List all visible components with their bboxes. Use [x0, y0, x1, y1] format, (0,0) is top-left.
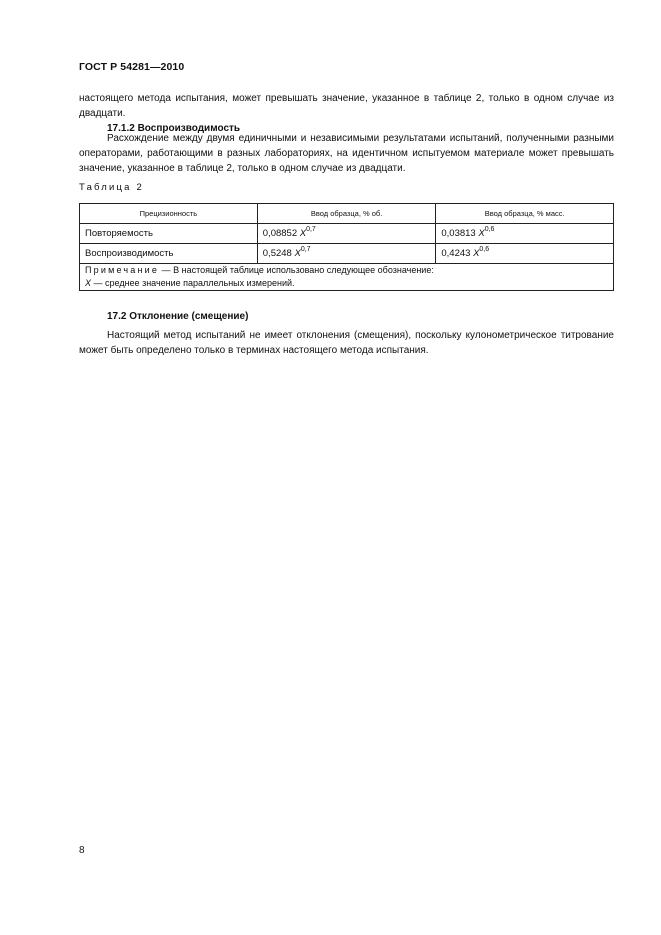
table-caption: Таблица 2: [79, 182, 144, 193]
row-label: Повторяемость: [80, 224, 258, 244]
value-volume: 0,5248 X$^{0,7}$: [257, 244, 436, 264]
value-volume: 0,08852 X$^{0,7}$: [257, 224, 436, 244]
note-label: Примечание: [85, 265, 160, 275]
continued-paragraph: настоящего метода испытания, может превышать значение, указанное в таблице 2, только в одном случае из двадцати.: [79, 93, 614, 119]
section-17-2-heading: 17.2 Отклонение (смещение): [107, 311, 249, 322]
table-note: Примечание — В настоящей таблице использовано следующее обозначение: X — среднее значение параллельных измерений.: [80, 264, 614, 291]
header-volume: Ввод образца, % об.: [257, 204, 436, 224]
value-mass: 0,03813 X$^{0,6}$: [436, 224, 614, 244]
table-note-row: [80, 264, 614, 291]
precision-table: [79, 203, 614, 291]
header-precision: Прецизионность: [80, 204, 258, 224]
note-symbol: X: [85, 278, 92, 288]
section-17-1-2-heading: 17.1.2 Воспроизводимость: [107, 123, 241, 134]
document-header: ГОСТ Р 54281—2010: [79, 61, 185, 73]
table-row-repeatability: [80, 224, 614, 244]
header-mass: Ввод образца, % масс.: [436, 204, 614, 224]
page-number: 8: [79, 845, 85, 856]
row-label: Воспроизводимость: [80, 244, 258, 264]
section-17-2-text: Настоящий метод испытаний не имеет отклонения (смещения), поскольку кулонометрическое титрование может быть определено только в терминах настоящего метода испытания.: [79, 330, 614, 356]
value-mass: 0,4243 X$^{0,6}$: [436, 244, 614, 264]
table-row-reproducibility: [80, 244, 614, 264]
note-definition: — среднее значение параллельных измерений.: [91, 278, 295, 288]
note-text: В настоящей таблице использовано следующее обозначение:: [173, 265, 434, 275]
section-17-1-2-text: Расхождение между двумя единичными и независимыми результатами испытаний, полученными разными операторами, работающими в разных лабораториях, на идентичном испытуемом материале может превышать значение, указанное в таблице 2, только в одном случае из двадцати.: [79, 133, 614, 174]
table-header-row: [80, 204, 614, 224]
